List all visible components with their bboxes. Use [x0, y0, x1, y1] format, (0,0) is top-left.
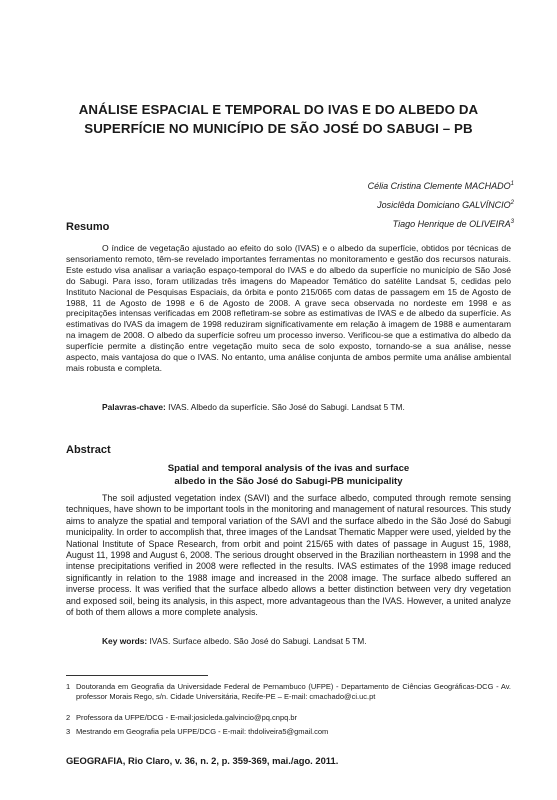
author-3: [368, 214, 514, 233]
resumo-keywords-text: IVAS. Albedo da superfície. São José do Sabugi. Landsat 5 TM.: [168, 402, 405, 412]
abstract-keywords-text: IVAS. Surface albedo. São José do Sabugi. Landsat 5 TM.: [149, 636, 367, 646]
abstract-keywords: [102, 636, 367, 646]
author-1: [368, 176, 514, 195]
footnote-1: [66, 682, 511, 701]
footnote-mark: 3: [66, 727, 71, 736]
author-list: [368, 176, 514, 233]
paper-title-line-2: SUPERFÍCIE NO MUNICÍPIO DE SÃO JOSÉ DO SABUGI – PB: [84, 121, 473, 136]
resumo-heading: Resumo: [66, 221, 110, 233]
abstract-subtitle-line-2: albedo in the São José do Sabugi-PB municipality: [174, 476, 403, 487]
footnote-2: [66, 713, 511, 723]
resumo-text: O índice de vegetação ajustado ao efeito do solo (IVAS) e o albedo da superfície, obtidos por técnicas de sensoriamento remoto, têm-se revelado importantes ferramentas no monitoramento e gestão dos recursos naturais. Este estudo visa analisar a variação espaço-temporal do IVAS e do albedo da superfície no município de São José do Sabugi. Para isso, foram utilizadas três imagens do Mapeador Temático do satélite Landsat 5, cedidas pelo Instituto Nacional de Pesquisas Espaciais, da órbita e ponto 215/065 com datas de passagem em 15 de Agosto de 1988, 11 de Agosto de 1998 e 6 de Agosto de 2008. A grave seca observada no nordeste em 1998 e as precipitações intensas verificadas em 2008 refletiram-se sobre as estimativas de IVAS e de albedo da superfície. As estimativas do IVAS da imagem de 1998 reduziram significativamente em relação à imagem de 1988 e aumentaram na imagem de 2008. O albedo da superfície sofreu um processo inverso. Verificou-se que a estimativa do albedo da superfície permite a distinção entre vegetação muito seca de solo exposto, tornando-se a sua análise, nesse aspecto, mais vantajosa do que o IVAS. No entanto, uma análise conjunta de ambos permite uma análise ambiental mais robusta e completa.: [66, 243, 511, 373]
footnote-text: Doutoranda em Geografia da Universidade Federal de Pernambuco (UFPE) - Departamento de Ciências Geográficas-DCG - Av. professor Morais Rego, s/n. Cidade Universitária, Recife-PE – E-mail: cmachado@ci.uc.pt: [76, 682, 511, 701]
author-name: Tiago Henrique de OLIVEIRA: [392, 219, 511, 229]
paper-title: [40, 100, 517, 138]
abstract-keywords-label: Key words:: [102, 636, 148, 646]
footnote-mark: 2: [66, 713, 71, 722]
footnote-text: Professora da UFPE/DCG - E-mail:josicleda.galvincio@pq.cnpq.br: [76, 713, 298, 722]
abstract-subtitle-line-1: Spatial and temporal analysis of the ivas and surface: [167, 463, 410, 474]
abstract-subtitle: [66, 462, 511, 488]
resumo-keywords-label: Palavras-chave:: [102, 402, 166, 412]
footnote-3: [66, 727, 511, 737]
author-footnote-mark: 2: [510, 200, 514, 206]
author-footnote-mark: 3: [510, 219, 514, 225]
author-footnote-mark: 1: [510, 181, 514, 187]
footnote-mark: 1: [66, 682, 71, 691]
footnote-divider: [66, 675, 208, 676]
author-2: [368, 195, 514, 214]
abstract-text: The soil adjusted vegetation index (SAVI) and the surface albedo, computed through remote sensing techniques, have shown to be important tools in the monitoring and management of natural resources. This study aims to analyze the spatial and temporal variation of the SAVI and the surface albedo in the São José do Sabugi municipality. In order to accomplish that, three images of the Landsat Thematic Mapper were used, yielded by the National Institute of Space Research, from orbit and point 215/65 with dates of passage in August 15, 1988, August 11, 1998 and August 6, 2008. The serious drought observed in the Brazilian northeastern in 1998 and the intense precipitations verified in 2008 were reflected in the results. IVAS estimates of the 1998 image reduced significantly in relation to the 1988 image and increased in the 2008 image. The surface albedo suffered an inverse process. It was verified that the surface albedo allows a better distinction between very dry vegetation and exposed soil, being its analysis, in this aspect, more advantageous than the IVAS. However, a united analyze of both of them allows a more complete analysis.: [66, 493, 511, 618]
footnote-text: Mestrando em Geografia pela UFPE/DCG - E-mail: thdoliveira5@gmail.com: [76, 727, 329, 736]
resumo-keywords: [102, 402, 405, 412]
journal-citation-footer: GEOGRAFIA, Rio Claro, v. 36, n. 2, p. 359-369, mai./ago. 2011.: [66, 755, 339, 766]
paper-title-line-1: ANÁLISE ESPACIAL E TEMPORAL DO IVAS E DO ALBEDO DA: [78, 102, 479, 117]
author-name: Josiclêda Domiciano GALVÍNCIO: [377, 200, 511, 210]
author-name: Célia Cristina Clemente MACHADO: [367, 181, 511, 191]
abstract-heading: Abstract: [66, 444, 111, 456]
